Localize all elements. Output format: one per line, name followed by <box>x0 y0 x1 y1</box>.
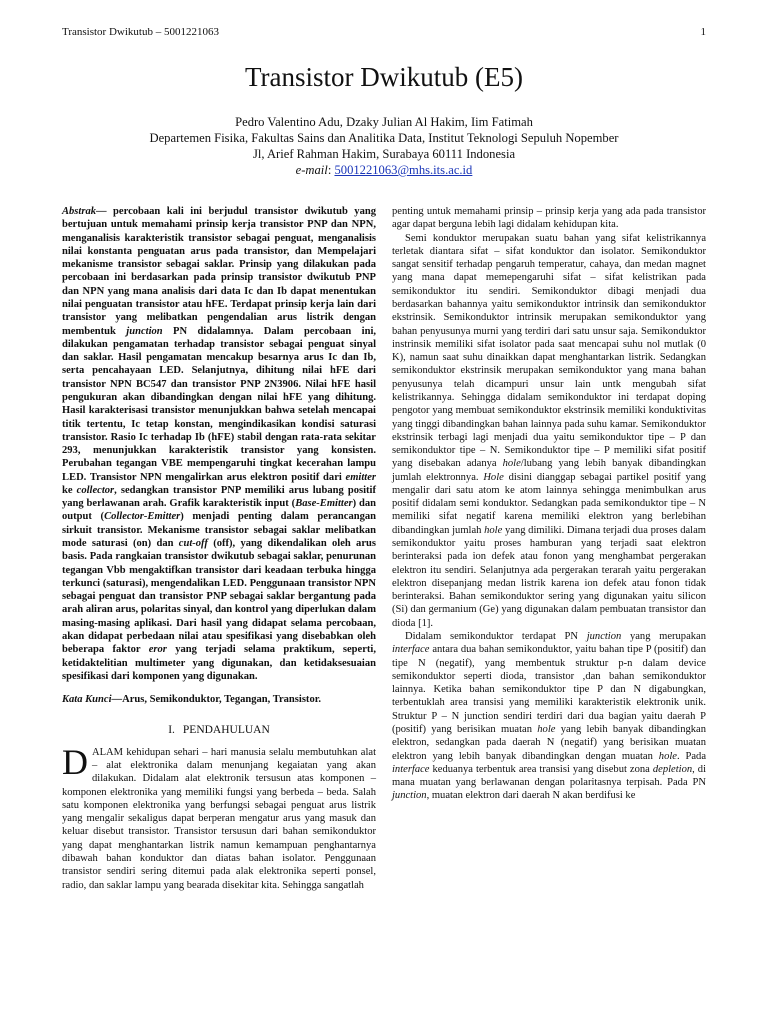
affiliation: Departemen Fisika, Fakultas Sains dan Analitika Data, Institut Teknologi Sepuluh Nopember <box>149 131 619 145</box>
abstract: Abstrak— percobaan kali ini berjudul transistor dwikutub yang bertujuan untuk memahami prinsip kerja transistor PNP dan NPN, menganalisis karakteristik transistor sebagai penguat, menganalisis nilai konstanta penguatan arus pada transistor, dan Mempelajari mekanisme transistor sebagai saklar. Prinsip yang dilakukan pada percobaan ini berdasarkan pada prinsip transistor dwikutub PNP dan NPN yang mana analisis dari data Ic dan Ib dapat menentukan nilai penguatan transistor atau hFE. Terdapat prinsip kerja lain dari transistor yang melibatkan pengendalian arus listrik dengan membentuk junction PN didalamnya. Dalam percobaan ini, dilakukan pengamatan terhadap transistor sebagai penguat sinyal dan saklar. Hasil pengamatan mencakup besarnya arus Ic dan Ib, serta pencahayaan LED. Selanjutnya, dihitung nilai hFE dari transistor NPN BC547 dan transistor PNP 2N3906. Nilai hFE hasil pengukuran akan dibandingkan dengan nilai hFE yang dihitung. Hasil karakterisasi transistor menunjukkan bahwa setelah mencapai titik tertentu, Ic tetap konstan, mengindikasikan kondisi saturasi transistor. Rasio Ic terhadap Ib (hFE) stabil dengan rata-rata sekitar 293, menunjukkan karakteristik transistor yang konsisten. Perubahan tegangan VBE mempengaruhi tingkat kecerahan lampu LED. Transistor NPN mengalirkan arus elektron positif dari emitter ke collector, sedangkan transistor PNP memiliki arus lubang positif yang berlawanan arah. Grafik karakteristik input (Base-Emitter) dan output (Collector-Emitter) menjadi penting dalam perancangan sirkuit transistor. Mekanisme transistor sebagai saklar melibatkan mode saturasi (on) dan cut-off (off), yang dikendalikan oleh arus basis. Pada rangkaian transistor dwikutub sebagai saklar, penurunan tegangan Vbb mengaktifkan transistor dari keadaan terbuka hingga terkunci (saturasi), mengendalikan LED. Penggunaan transistor NPN sebagai penguat dan transistor PNP sebagai saklar bergantung pada arah aliran arus, polaritas sinyal, dan kontrol yang diperlukan dalam masing-masing aplikasi. Dari hasil yang didapat selama percobaan, akan didapat perbedaan nilai atau spesifikasi yang disebabkan oleh beberapa faktor eror yang terjadi selama praktikum, seperti, ketidaktelitian multimeter yang digunakan, dan ketidaksesuaian spesifikasi dari komponen yang digunakan. <box>62 206 377 682</box>
email-label: e-mail <box>295 163 328 177</box>
pn-junction-paragraph: Didalam semikonduktor terdapat PN junction yang merupakan interface antara dua bahan semikonduktor, yaitu bahan tipe P (positif) dan tipe N (negatif), yang membentuk struktur p-n dalam device semikonduktor seperti dioda, transistor ,dan bahan semikonduktor lainnya. Ketika bahan semikonduktor tipe P dan N digabungkan, terbentuklah area transisi yang memiliki karakteristik elektronik unik. Struktur P – N junction sendiri terdiri dari dua bagian yaitu daerah P (positif) yang berisikan muatan hole yang lebih banyak dibandingkan elektron, sedangkan pada daerah N (negatif) yang berisikan muatan elektron yang lebih banyak dibandingkan dengan muatan hole. Pada interface keduanya terbentuk area transisi yang disebut zona depletion, di mana muatan yang berlawanan dengan polaritasnya terpisah. Pada PN junction, muatan elektron dari daerah N akan berdifusi ke <box>392 631 707 802</box>
intro-paragraph-continued: penting untuk memahami prinsip – prinsip kerja yang ada pada transistor agar dapat berguna lebih lagi didalam kehidupan kita. <box>392 206 706 231</box>
keywords: Kata Kunci—Arus, Semikonduktor, Tegangan, Transistor. <box>62 694 322 706</box>
running-title: Transistor Dwikutub – 5001221063 <box>62 26 219 38</box>
paper-title: Transistor Dwikutub (E5) <box>244 62 523 92</box>
keywords-label: Kata Kunci <box>62 694 112 706</box>
drop-cap: D <box>62 741 88 782</box>
address: Jl, Arief Rahman Hakim, Surabaya 60111 Indonesia <box>252 147 516 161</box>
left-column <box>62 205 376 892</box>
section-heading: I. PENDAHULUAN <box>168 724 270 737</box>
intro-paragraph: DALAM kehidupan sehari – hari manusia selalu membutuhkan alat – alat elektronika dalam menunjang kegaiatan yang akan dilakukan. Didalam alat elektronik tersusun atas komponen – komponen elektronika yang memiliki fungsi yang berbeda – beda. Salah satu komponen elektronika yang berfungsi sebagai penguat arus listrik yang mengalir sekaligus dapat berperan mengatur arus yang masuk dan keluar disebut transistor. Transistor tersusun dari bahan semikonduktor yang dapat menghantarkan listrik namun kemampuan penghantarnya dibawah bahan konduktor dan diatas bahan isolator. Penggunaan transistor sendiri sering ditemui pada alak elektronika seperti ponsel, radio, dan saklar lampu yang bearada disekitar kita. Sehingga sangatlah <box>62 741 376 891</box>
author-block <box>0 114 768 178</box>
email-link[interactable]: 5001221063@mhs.its.ac.id <box>334 163 473 177</box>
semiconductor-paragraph: Semi konduktor merupakan suatu bahan yang sifat kelistrikannya terletak diantara sifat – sifat konduktor dan isolator. Semikonduktor sangat sensitif terhadap pengaruh temperatur, cahaya, dan medan magnet yang mana dapat memepengaruhi sifat – sifat kelistrikan pada semikonduktor itu sendiri. Semikonduktor dibagi menjadi dua berdasarkan bahannya yaitu semikonduktor intrinsik dan semikonduktor ekstrinsik. Semikonduktor intrinsik merupakan semikonduktor yang bahan penyusunya murni yang terdiri dari satu unsur saja. Semikonduktor instrinsik memiliki sifat isolator pada saat mencapai suhu nol mutlak (0 K), namun saat suhu dinaikkan dapat menghantarkan listrik. Sedangkan semikonduktor ekstrinsik merupakan semikonduktor yang mana bahan penyusunya telah dicampuri unsur lain untk mengubah sifat kelistrikannya. Sehingga didalam semikonduktor ini terdapat doping pengotor yang membuat semikonduktor ekstrinsik memiliki konduktivitas yang tinggi dibandingkan bahan lainnya pada suhu kamar. Semikonduktor ekstrinsik terbagi lagi menjadi dua yaitu semikonduktor tipe – P dan semikonduktor tipe – N. Semikonduktor tipe – P memiliki sifat positif yang disebakan adanya hole/lubang yang lebih banyak dibandingkan jumlah elektronnya. Hole disini dianggap sebagai partikel positif yang mengalir dari satu atom ke atom lainnya sehingga menimbulkan arus positif didalam semi konduktor. Sedangkan pada semikonduktor tipe – N memiliki sifat negatif karena memiliki elektron yang berlebihan dibandingkan jumlah hole yang dimiliki. Dimana terjadi dua proses dalam semikonduktor yaitu proses hamburan yang terjadi saat elektron berinteraksi pada ion defek atau fonon yang menghambat pergerakan elektron itu sendiri. Selanjutnya ada pergerakan terarah yaitu pergerakan elektron disepanjang medan listrik karena ion defek atau fonon tidak berinteraksi. Bahan semikonduktor sering yang digunakan yaitu silicon (Si) dan germanium (Ge) yang digunakan dalam pembuatan transistor dan dioda [1]. <box>392 232 706 629</box>
author-names: Pedro Valentino Adu, Dzaky Julian Al Hakim, Iim Fatimah <box>235 115 533 129</box>
right-column <box>392 205 706 803</box>
abstract-label: Abstrak <box>62 206 96 217</box>
email-line: e-mail: 5001221063@mhs.its.ac.id <box>295 163 473 177</box>
running-head <box>62 26 706 38</box>
page-number: 1 <box>700 26 706 38</box>
